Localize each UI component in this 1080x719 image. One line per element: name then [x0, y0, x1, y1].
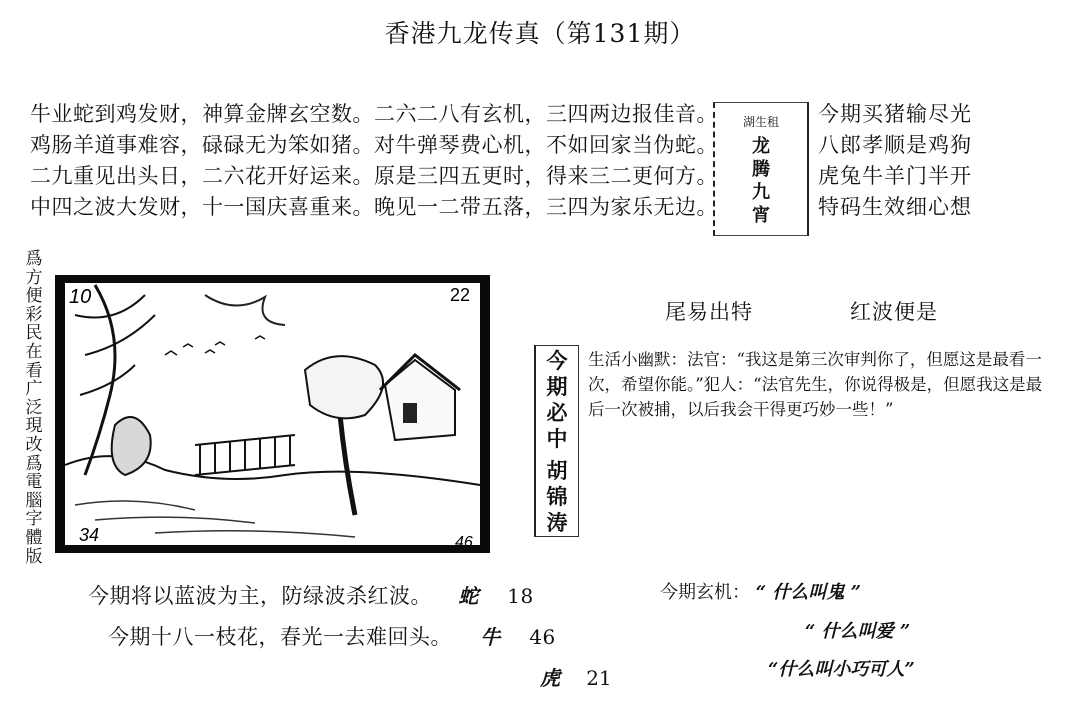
side-note: [22, 250, 46, 566]
side-note-char: 爲: [25, 249, 43, 269]
side-note-char: 方: [25, 267, 43, 288]
humor-paragraph: 生活小幽默：法官：“我这是第三次审判你了，但愿这是最看一次，希望你能。”犯人：“法官先生，你说得极是，但愿我这是最后一次被捕，以后我会干得更巧妙一些！”: [588, 350, 1043, 419]
xuanji-riddle-1: “ 什么叫鬼 ”: [755, 582, 861, 603]
side-note-char: 電: [25, 472, 43, 493]
xuanji-label: 今期玄机：: [660, 582, 750, 603]
poem-line: 二九重见出头日，二六花开好运来。原是三四五更时，得来三二更何方。: [30, 164, 718, 188]
side-note-char: 彩: [25, 304, 43, 325]
zodiac-number: 21: [586, 666, 612, 690]
xuanji-line-1: [660, 578, 861, 604]
vertical-box-top: [536, 348, 578, 452]
zodiac-animal: 虎: [540, 666, 560, 690]
xuanji-line-3: [768, 655, 915, 681]
right-poem: [818, 98, 1068, 222]
xuanji-line-2: [805, 617, 910, 643]
poem-line: 牛业蛇到鸡发财，神算金牌玄空数。二六二八有玄机，三四两边报佳音。: [30, 102, 718, 126]
side-note-char: 民: [25, 323, 43, 344]
side-note-char: 爲: [25, 453, 43, 474]
stamp-text: [715, 135, 807, 227]
bottom-line-2: [108, 621, 556, 651]
page-title: 香港九龙传真（第131期）: [384, 19, 696, 48]
xuanji-riddle-3: “什么叫小巧可人”: [768, 659, 915, 680]
vertical-char: 锦: [546, 484, 568, 509]
right-poem-line: 八郎孝顺是鸡狗: [818, 133, 972, 157]
side-note-char: 現: [25, 416, 43, 437]
zodiac-animal: 蛇: [458, 584, 479, 608]
zodiac-animal: 牛: [480, 625, 501, 649]
side-note-char: 改: [25, 434, 43, 455]
zodiac-number: 46: [529, 625, 556, 649]
vertical-char: 今: [546, 348, 568, 373]
central-tree-crown: [305, 356, 383, 418]
side-note-char: 看: [25, 360, 43, 381]
right-poem-line: 今期买猪输尽光: [818, 102, 972, 126]
vertical-char: 必: [546, 400, 568, 425]
corner-number-bl: 34: [79, 525, 100, 545]
stamp-char: 九: [752, 182, 770, 203]
side-note-char: 在: [25, 341, 43, 362]
vertical-char: 中: [546, 426, 568, 451]
side-note-char: 腦: [25, 490, 43, 511]
stamp-char: 宵: [752, 205, 770, 226]
hint-left: 尾易出特: [665, 300, 753, 324]
zodiac-number: 18: [507, 584, 534, 608]
landscape-illustration: [55, 275, 490, 553]
stamp-char: 腾: [752, 159, 770, 180]
bottom-line-1: [88, 580, 534, 610]
side-note-char: 便: [25, 286, 43, 307]
side-note-char: 字: [25, 509, 43, 530]
vertical-box: [534, 345, 579, 537]
vertical-char: 胡: [546, 458, 568, 483]
side-note-char: 广: [25, 379, 43, 400]
side-note-char: 版: [25, 546, 43, 567]
poem-line: 鸡肠羊道事难容，碌碌无为笨如猪。对牛弹琴费心机，不如回家当伪蛇。: [30, 133, 718, 157]
bottom-text-2: 今期十八一枝花，春光一去难回头。: [108, 625, 452, 649]
corner-number-tl: 10: [69, 286, 92, 308]
stamp-char: 龙: [752, 136, 770, 157]
stamp-caption: 湖生租: [742, 115, 779, 129]
vertical-char: 涛: [546, 510, 568, 535]
main-poem: [30, 98, 720, 222]
corner-number-br: 46: [455, 534, 473, 551]
bottom-line-3: [540, 662, 612, 691]
vertical-char: 期: [546, 374, 568, 399]
right-poem-line: 虎兔牛羊门半开: [818, 164, 972, 188]
vertical-box-bottom: [536, 458, 578, 536]
xuanji-riddle-2: “ 什么叫爱 ”: [805, 621, 911, 642]
right-poem-line: 特码生效细心想: [818, 195, 972, 219]
house-window: [403, 403, 417, 423]
corner-number-tr: 22: [450, 285, 471, 305]
side-note-char: 泛: [25, 397, 43, 418]
hint-right: 红波便是: [850, 300, 938, 324]
side-note-char: 體: [25, 527, 43, 548]
landscape-sketch: [55, 275, 490, 553]
seal-stamp: [713, 102, 809, 236]
bottom-text-1: 今期将以蓝波为主，防绿波杀红波。: [88, 584, 432, 608]
poem-line: 中四之波大发财，十一国庆喜重来。晚见一二带五落，三四为家乐无边。: [30, 195, 718, 219]
